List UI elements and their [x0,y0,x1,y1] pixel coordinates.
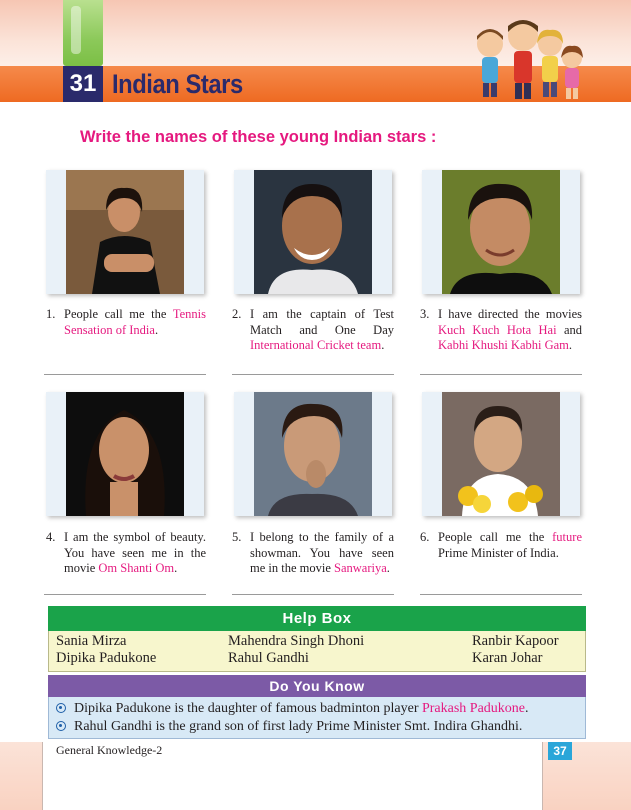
fact-1: Dipika Padukone is the daughter of famous badminton player Prakash Padukone. [56,701,529,717]
photo-frame-2 [234,170,392,294]
question-5: 5. I belong to the family of a showman. You have seen me in the movie Sanwariya. [232,530,394,575]
answer-line-4[interactable] [44,594,206,595]
footer-divider-left [42,742,43,810]
star-photo-2 [254,170,372,294]
question-1: 1. People call me the Tennis Sensation of India. [46,307,206,337]
answer-line-1[interactable] [44,374,206,375]
bullet-circle-icon [56,721,66,731]
photo-frame-3 [422,170,580,294]
page-title: Indian Stars [112,69,243,99]
star-photo-4 [66,392,184,516]
answer-line-5[interactable] [232,594,394,595]
help-name-2: Mahendra Singh Dhoni [228,633,365,649]
photo-frame-4 [46,392,204,516]
photo-frame-6 [422,392,580,516]
answer-line-2[interactable] [232,374,394,375]
question-6: 6. People call me the future Prime Minister of India. [420,530,582,560]
do-you-know-title: Do You Know [269,678,365,694]
question-4: 4. I am the symbol of beauty. You have seen me in the movie Om Shanti Om. [46,530,206,575]
help-name-3: Ranbir Kapoor [472,633,559,649]
answer-line-6[interactable] [420,594,582,595]
answer-line-3[interactable] [420,374,582,375]
book-title: General Knowledge-2 [56,743,163,757]
star-photo-3 [442,170,560,294]
help-name-6: Karan Johar [472,650,543,666]
help-name-4: Dipika Padukone [56,650,157,666]
page-number: 37 [548,742,572,760]
help-box-title: Help Box [282,610,352,627]
help-name-5: Rahul Gandhi [228,650,309,666]
fact-2: Rahul Gandhi is the grand son of first lady Prime Minister Smt. Indira Ghandhi. [56,719,522,735]
photo-frame-1 [46,170,204,294]
star-photo-6 [442,392,560,516]
instruction-heading: Write the names of these young Indian stars : [80,128,437,146]
footer-divider-right [542,742,543,810]
chapter-tab [63,0,103,66]
chapter-number: 31 [63,66,103,102]
bullet-circle-icon [56,703,66,713]
photo-frame-5 [234,392,392,516]
question-3: 3. I have directed the movies Kuch Kuch Hota Hai and Kabhi Khushi Kabhi Gam. [420,307,582,352]
cartoon-kids-icon [468,14,586,102]
star-photo-5 [254,392,372,516]
question-2: 2. I am the captain of Test Match and One Day International Cricket team. [232,307,394,352]
help-name-1: Sania Mirza [56,633,127,649]
star-photo-1 [66,170,184,294]
